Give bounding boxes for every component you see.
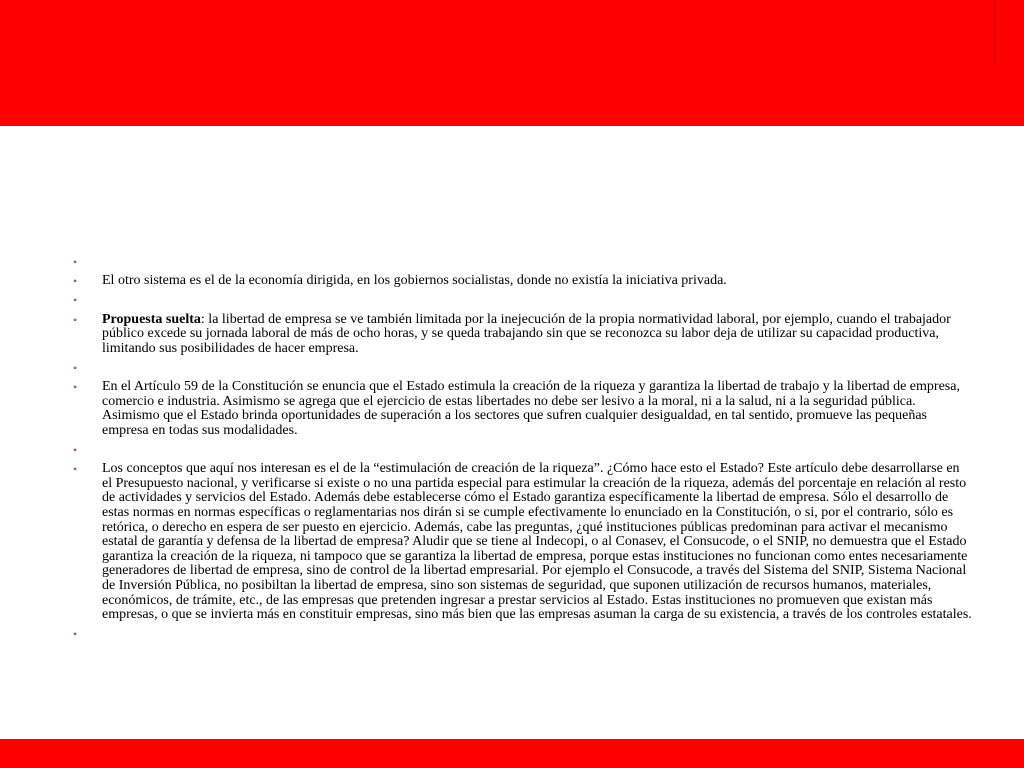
paragraph-text: En el Artículo 59 de la Constitución se enuncia que el Estado estimula la creación de la riqueza y garantiza la libertad de trabajo y la libertad de empresa, comercio e industria. Asimismo se agrega que el ejercicio de estas libertades no debe ser lesivo a la moral, ni a la salud, ni a la seguridad pública. Asimismo que el Estado brinda oportunidades de superación a los sectores que sufren cualquier desigualdad, en tal sentido, promueve las pequeñas empresa en todas sus modalidades.	[102, 379, 960, 438]
bullet-icon: •	[73, 443, 78, 458]
list-item-propuesta-suelta	[73, 313, 973, 357]
bullet-icon: •	[73, 255, 78, 269]
bullet-icon: •	[73, 380, 78, 395]
list-item-economia-dirigida	[73, 274, 973, 289]
empty-bullet-item	[73, 361, 973, 376]
band-divider-line	[994, 0, 995, 66]
bullet-icon: •	[73, 360, 78, 375]
bullet-icon: •	[73, 462, 78, 477]
paragraph-lead-bold: Propuesta suelta	[102, 311, 201, 327]
paragraph-text: Los conceptos que aquí nos interesan es el de la “estimulación de creación de la riqueza”. ¿Cómo hace esto el Estado? Este artículo debe desarrollarse en el Presupuesto nacional, y verificarse si existe o no una partida especial para estimular la creación de la riqueza, además del porcentaje en relación al resto de actividades y servicios del Estado. Además debe establecerse cómo el Estado garantiza específicamente la libertad de empresa. Sólo el desarrollo de estas normas en normas específicas o reglamentarias nos dirán si se cumple efectivamente lo enunciado en la Constitución, o si, por el contrario, sólo es retórica, o derecho en espera de ser puesto en ejercicio. Además, cabe las preguntas, ¿qué instituciones públicas predominan para activar el mecanismo estatal de garantía y defensa de la libertad de empresa? Aludir que se tiene al Indecopi, o al Conasev, el Consucode, o el SNIP, no demuestra que el Estado garantiza la creación de la riqueza, ni tampoco que se garantiza la libertad de empresa, porque estas instituciones no funcionan como entes necesariamente generadores de libertad de empresa, sino de control de la libertad empresarial. Por ejemplo el Consucode, a través del Sistema del SNIP, Sistema Nacional de Inversión Pública, no posibiltan la libertad de empresa, sino son sistemas de seguridad, que suponen utilización de recursos humanos, materiales, económicos, de trámite, etc., de las empresas que pretenden ingresar a prestar servicios al Estado. Estas instituciones no promueven que existan más empresas, o que se invierta más en constituir empresas, sino más bien que las empresas asuman la carga de su existencia, a través de los controles estatales.	[102, 461, 972, 623]
bullet-icon: •	[73, 274, 78, 289]
bullet-icon: •	[73, 293, 78, 308]
empty-bullet-item	[73, 255, 973, 270]
list-item-conceptos	[73, 462, 973, 623]
list-item-articulo-59	[73, 380, 973, 438]
bullet-icon: •	[73, 627, 78, 642]
bullet-icon: •	[73, 312, 78, 327]
empty-bullet-item	[73, 443, 973, 458]
paragraph-text: El otro sistema es el de la economía dirigida, en los gobiernos socialistas, donde no existía la iniciativa privada.	[102, 273, 727, 289]
empty-bullet-item	[73, 293, 973, 308]
bullet-list	[73, 255, 973, 647]
bottom-red-band	[0, 739, 1024, 768]
empty-bullet-item	[73, 627, 973, 642]
top-red-band	[0, 0, 1024, 126]
paragraph-text: : la libertad de empresa se ve también limitada por la inejecución de la propia normatividad laboral, por ejemplo, cuando el trabajador público excede su jornada laboral de más de ocho horas, y se queda trabajando sin que se reconozca su labor deja de utilizar su capacidad productiva, limitando sus posibilidades de hacer empresa.	[102, 311, 951, 356]
